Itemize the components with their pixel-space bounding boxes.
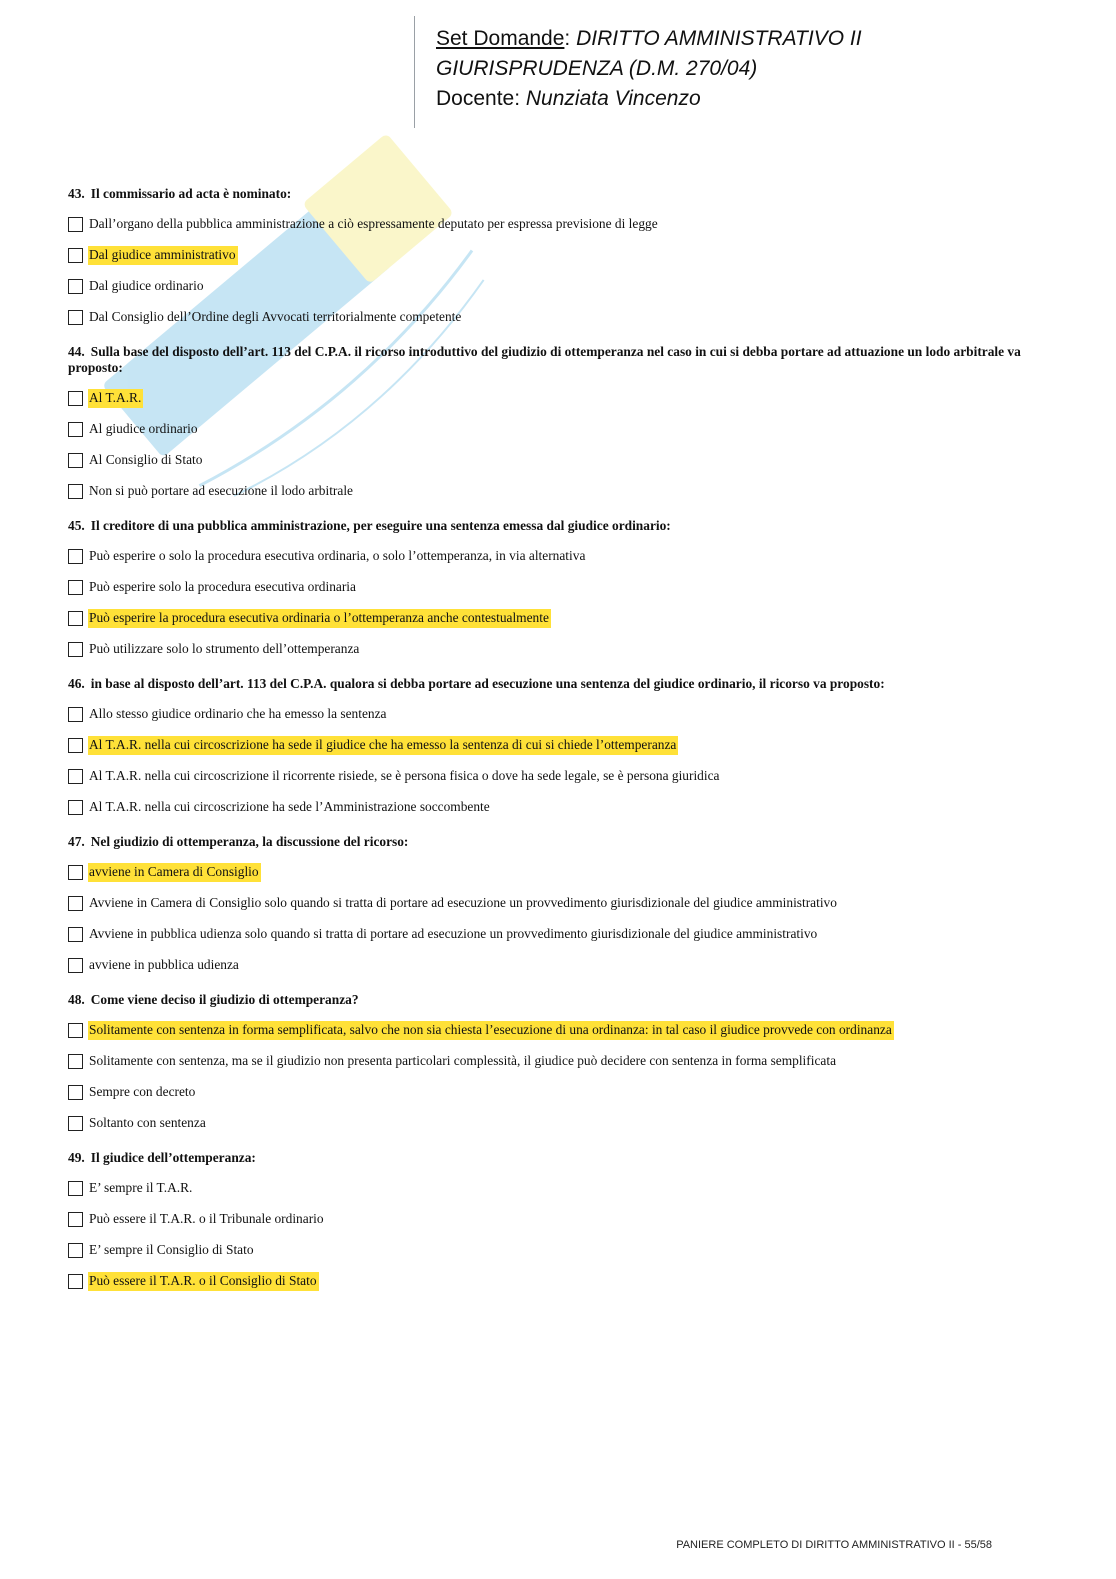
answer-option[interactable] (68, 1052, 1068, 1071)
checkbox-icon[interactable] (68, 800, 83, 815)
answer-text: Al T.A.R. nella cui circoscrizione ha sede l’Amministrazione soccombente (89, 799, 490, 814)
question-title (68, 344, 1068, 376)
question-block (68, 834, 1068, 975)
course-title-line2: GIURISPRUDENZA (D.M. 270/04) (436, 57, 758, 80)
question-number: 49. (68, 1150, 85, 1165)
answer-text: Soltanto con sentenza (89, 1115, 206, 1130)
answer-text: Allo stesso giudice ordinario che ha emesso la sentenza (89, 706, 387, 721)
checkbox-icon[interactable] (68, 1181, 83, 1196)
checkbox-icon[interactable] (68, 453, 83, 468)
docente-label: Docente: (436, 87, 526, 110)
question-list (68, 186, 1068, 1303)
checkbox-icon[interactable] (68, 549, 83, 564)
header-line-set (436, 24, 862, 54)
answer-option[interactable] (68, 1179, 1068, 1198)
answer-option[interactable] (68, 1114, 1068, 1133)
answer-text: E’ sempre il T.A.R. (89, 1180, 193, 1195)
question-block (68, 186, 1068, 327)
question-text: Sulla base del disposto dell’art. 113 del C.P.A. il ricorso introduttivo del giudizio di ottemperanza nel caso in cui si debba portare ad attuazione un lodo arbitrale va proposto: (68, 344, 1021, 375)
question-block (68, 1150, 1068, 1291)
question-number: 47. (68, 834, 85, 849)
question-title (68, 676, 1068, 692)
question-text: Nel giudizio di ottemperanza, la discussione del ricorso: (90, 834, 409, 849)
answer-option-correct[interactable] (68, 246, 1068, 265)
question-number: 44. (68, 344, 85, 359)
question-text: Il giudice dell’ottemperanza: (90, 1150, 256, 1165)
answer-option[interactable] (68, 277, 1068, 296)
answer-option[interactable] (68, 547, 1068, 566)
answer-text: Non si può portare ad esecuzione il lodo arbitrale (89, 483, 354, 498)
answer-text: Solitamente con sentenza, ma se il giudizio non presenta particolari complessità, il giudice può decidere con sentenza in forma semplificata (89, 1053, 837, 1068)
question-number: 48. (68, 992, 85, 1007)
answer-text: Avviene in Camera di Consiglio solo quando si tratta di portare ad esecuzione un provvedimento giurisdizionale del giudice amministrativo (89, 895, 837, 910)
answer-option[interactable] (68, 640, 1068, 659)
question-block (68, 992, 1068, 1133)
answer-text: Può essere il T.A.R. o il Tribunale ordinario (89, 1211, 324, 1226)
question-text: Il commissario ad acta è nominato: (90, 186, 292, 201)
question-text: Come viene deciso il giudizio di ottemperanza? (90, 992, 359, 1007)
question-number: 46. (68, 676, 85, 691)
answer-option[interactable] (68, 894, 1068, 913)
set-label: Set Domande (436, 27, 565, 50)
checkbox-icon[interactable] (68, 707, 83, 722)
question-title (68, 518, 1068, 534)
page-footer: PANIERE COMPLETO DI DIRITTO AMMINISTRATIVO II - 55/58 (676, 1539, 992, 1551)
docente-name: Nunziata Vincenzo (525, 87, 701, 110)
checkbox-icon[interactable] (68, 927, 83, 942)
checkbox-icon[interactable] (68, 310, 83, 325)
answer-option[interactable] (68, 578, 1068, 597)
checkbox-icon[interactable] (68, 958, 83, 973)
answer-text: Al giudice ordinario (89, 421, 198, 436)
answer-text: avviene in Camera di Consiglio (88, 863, 261, 882)
question-block (68, 518, 1068, 659)
document-header (436, 24, 862, 114)
answer-option[interactable] (68, 956, 1068, 975)
answer-option[interactable] (68, 705, 1068, 724)
checkbox-icon[interactable] (68, 580, 83, 595)
answer-option[interactable] (68, 1083, 1068, 1102)
checkbox-icon[interactable] (68, 279, 83, 294)
answer-text: Dal Consiglio dell’Ordine degli Avvocati territorialmente competente (89, 309, 462, 324)
question-title (68, 1150, 1068, 1166)
checkbox-icon[interactable] (68, 738, 83, 753)
checkbox-icon[interactable] (68, 865, 83, 880)
answer-text: Dal giudice ordinario (89, 278, 204, 293)
checkbox-icon[interactable] (68, 422, 83, 437)
checkbox-icon[interactable] (68, 248, 83, 263)
set-separator: : (564, 27, 577, 50)
answer-text: Può esperire la procedura esecutiva ordinaria o l’ottemperanza anche contestualmente (88, 609, 551, 628)
checkbox-icon[interactable] (68, 769, 83, 784)
question-title (68, 186, 1068, 202)
answer-option[interactable] (68, 308, 1068, 327)
answer-text: Al T.A.R. nella cui circoscrizione ha sede il giudice che ha emesso la sentenza di cui si chiede l’ottemperanza (88, 736, 678, 755)
header-line-docente (436, 84, 862, 114)
answer-text: Al T.A.R. (88, 389, 143, 408)
answer-option-correct[interactable] (68, 1021, 1068, 1040)
answer-text: Può essere il T.A.R. o il Consiglio di Stato (88, 1272, 319, 1291)
answer-text: Avviene in pubblica udienza solo quando si tratta di portare ad esecuzione un provvedimento giurisdizionale del giudice amministrativo (89, 926, 818, 941)
checkbox-icon[interactable] (68, 1023, 83, 1038)
answer-option[interactable] (68, 767, 1068, 786)
answer-option[interactable] (68, 215, 1068, 234)
question-text: Il creditore di una pubblica amministrazione, per eseguire una sentenza emessa dal giudice ordinario: (90, 518, 671, 533)
answer-option-correct[interactable] (68, 736, 1068, 755)
answer-option-correct[interactable] (68, 863, 1068, 882)
answer-text: avviene in pubblica udienza (89, 957, 239, 972)
answer-option[interactable] (68, 1210, 1068, 1229)
answer-text: Solitamente con sentenza in forma semplificata, salvo che non sia chiesta l’esecuzione di una ordinanza: in tal caso il giudice provvede con ordinanza (88, 1021, 894, 1040)
checkbox-icon[interactable] (68, 1274, 83, 1289)
answer-text: E’ sempre il Consiglio di Stato (89, 1242, 254, 1257)
answer-option[interactable] (68, 1241, 1068, 1260)
question-text: in base al disposto dell’art. 113 del C.P.A. qualora si debba portare ad esecuzione una sentenza del giudice ordinario, il ricorso va proposto: (90, 676, 885, 691)
checkbox-icon[interactable] (68, 1116, 83, 1131)
answer-text: Al T.A.R. nella cui circoscrizione il ricorrente risiede, se è persona fisica o dove ha sede legale, se è persona giuridica (89, 768, 720, 783)
answer-text: Sempre con decreto (89, 1084, 196, 1099)
checkbox-icon[interactable] (68, 391, 83, 406)
answer-option[interactable] (68, 451, 1068, 470)
checkbox-icon[interactable] (68, 484, 83, 499)
checkbox-icon[interactable] (68, 1085, 83, 1100)
answer-option-correct[interactable] (68, 609, 1068, 628)
question-number: 43. (68, 186, 85, 201)
answer-text: Può esperire o solo la procedura esecutiva ordinaria, o solo l’ottemperanza, in via alternativa (89, 548, 586, 563)
header-divider (414, 16, 415, 128)
checkbox-icon[interactable] (68, 1054, 83, 1069)
question-number: 45. (68, 518, 85, 533)
answer-text: Può esperire solo la procedura esecutiva ordinaria (89, 579, 356, 594)
answer-text: Dal giudice amministrativo (88, 246, 238, 265)
answer-option[interactable] (68, 420, 1068, 439)
answer-option[interactable] (68, 925, 1068, 944)
answer-option[interactable] (68, 482, 1068, 501)
question-block (68, 344, 1068, 501)
question-block (68, 676, 1068, 817)
question-title (68, 834, 1068, 850)
answer-text: Al Consiglio di Stato (89, 452, 203, 467)
course-title-line1: DIRITTO AMMINISTRATIVO II (576, 27, 862, 50)
checkbox-icon[interactable] (68, 642, 83, 657)
answer-text: Dall’organo della pubblica amministrazione a ciò espressamente deputato per espressa previsione di legge (89, 216, 658, 231)
question-title (68, 992, 1068, 1008)
checkbox-icon[interactable] (68, 1212, 83, 1227)
answer-text: Può utilizzare solo lo strumento dell’ottemperanza (89, 641, 360, 656)
answer-option-correct[interactable] (68, 389, 1068, 408)
checkbox-icon[interactable] (68, 217, 83, 232)
checkbox-icon[interactable] (68, 1243, 83, 1258)
answer-option[interactable] (68, 798, 1068, 817)
checkbox-icon[interactable] (68, 611, 83, 626)
answer-option-correct[interactable] (68, 1272, 1068, 1291)
checkbox-icon[interactable] (68, 896, 83, 911)
